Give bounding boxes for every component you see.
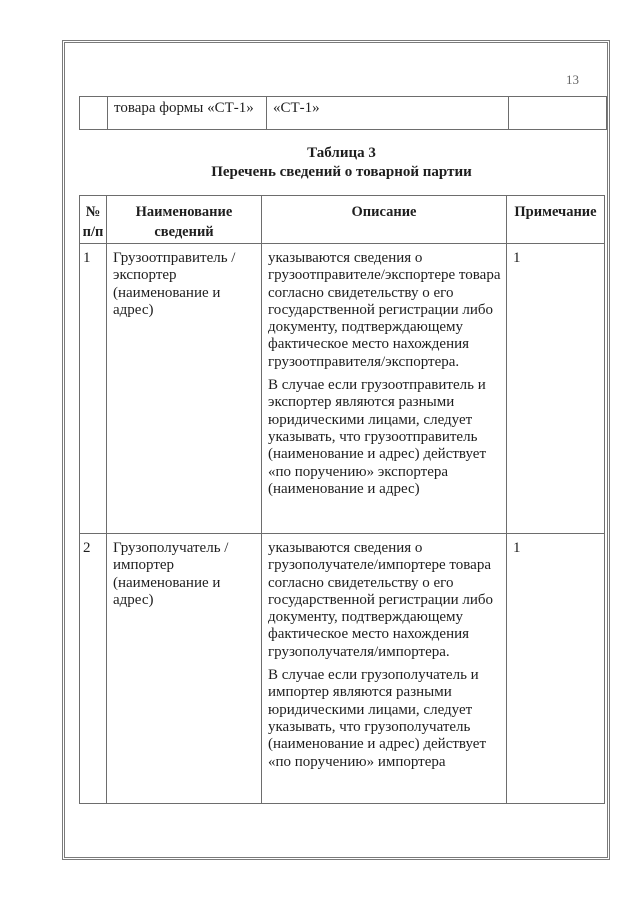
row-num: 1 xyxy=(80,244,107,534)
row-note: 1 xyxy=(507,534,605,804)
header-num: № п/п xyxy=(80,196,107,244)
table-title: Перечень сведений о товарной партии xyxy=(211,164,472,180)
row-note: 1 xyxy=(507,244,605,534)
table-row xyxy=(80,97,607,130)
description-paragraph: указываются сведения о грузоотправителе/экспортере товара согласно свидетельству о его государственной регистрации либо документу, подтверждающему фактическое место нахождения грузоотправителя/экспортера. xyxy=(268,250,501,370)
row-description xyxy=(262,534,507,804)
table-cell: товара формы «СТ-1» xyxy=(108,97,267,130)
header-name: Наименование сведений xyxy=(107,196,262,244)
row-name: Грузоотправитель /экспортер (наименование и адрес) xyxy=(107,244,262,534)
continuation-table xyxy=(79,96,607,130)
row-num: 2 xyxy=(80,534,107,804)
table-row xyxy=(80,534,605,804)
header-note: Примечание xyxy=(507,196,605,244)
table-cell xyxy=(80,97,108,130)
description-paragraph: В случае если грузополучатель и импортер являются разными юридическими лицами, следует указывать, что грузополучатель (наименование и адрес) действует «по поручению» импортера xyxy=(268,667,487,770)
row-description xyxy=(262,244,507,534)
description-paragraph: В случае если грузоотправитель и экспортер являются разными юридическими лицами, следует указывать, что грузоотправитель (наименование и адрес) действует «по поручению» экспортера (наименование и адрес) xyxy=(268,377,487,497)
table-cell xyxy=(509,97,607,130)
page-number: 13 xyxy=(566,72,579,87)
table-cell: «СТ-1» xyxy=(267,97,509,130)
table-header-row xyxy=(80,196,605,244)
row-name: Грузополучатель /импортер (наименование и адрес) xyxy=(107,534,262,804)
table-row xyxy=(80,244,605,534)
table-label: Таблица 3 xyxy=(307,145,376,161)
data-table xyxy=(79,195,605,804)
description-paragraph: указываются сведения о грузополучателе/импортере товара согласно свидетельству о его государственной регистрации либо документу, подтверждающему фактическое место нахождения грузополучателя/импортера. xyxy=(268,540,494,660)
header-description: Описание xyxy=(262,196,507,244)
